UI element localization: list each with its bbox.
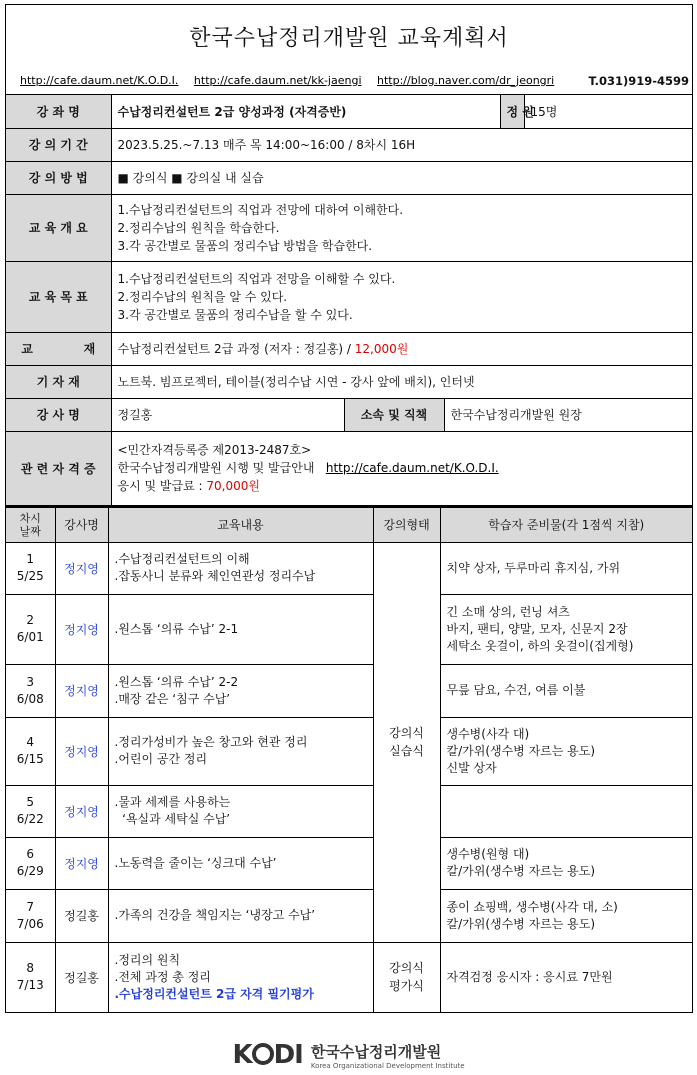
equipment-value: 노트북. 빔프로젝터, 테이블(정리수납 시연 - 강사 앞에 배치), 인터넷 [111,365,692,398]
overview-value [111,194,692,261]
session-cell [6,594,55,664]
certificate-value [111,431,692,505]
teacher-cell: 정지영 [55,542,108,594]
content-line: .원스톱 ‘의류 수납’ 2-2 [114,674,239,689]
goal-line: 1.수납정리컨설턴트의 직업과 전망을 이해할 수 있다. [117,271,396,286]
session-number: 4 [26,735,35,749]
prep-cell [440,717,692,785]
cert-link[interactable]: http://cafe.daum.net/K.O.D.I. [325,461,499,475]
instructor-value: 정길홍 [111,398,344,431]
content-highlight: .수납정리컨설턴트 2급 자격 필기평가 [114,986,314,1001]
goal-label: 교 육 목 표 [6,261,111,332]
affiliation-value: 한국수납정리개발원 원장 [444,398,692,431]
cert-fee-line [118,477,687,495]
org-name-kr: 한국수납정리개발원 [310,1042,442,1061]
cert-fee-label: 응시 및 발급료 : [117,479,207,493]
overview-line: 2.정리수납의 원칙을 학습한다. [117,220,280,235]
goal-line: 3.각 공간별로 물품의 정리수납을 할 수 있다. [117,307,353,322]
content-line: .잡동사니 분류와 체인연관성 정리수납 [114,569,316,583]
org-name-en: Korea Organizational Development Institute [310,1061,465,1070]
schedule-table [6,506,692,1013]
session-date: 6/15 [16,752,44,766]
schedule-row [6,717,692,785]
content-cell [108,594,373,664]
form-cell-main: 강의식 실습식 [373,542,440,942]
prep-line: 종이 쇼핑백, 생수병(사각 대, 소) [446,899,618,914]
teacher-cell: 정지영 [55,717,108,785]
material-label [6,332,111,365]
content-line: .전체 과정 총 정리 [114,969,211,984]
session-cell [6,889,55,942]
capacity-value: 15명 [524,95,692,128]
kodi-logo [232,1040,464,1070]
content-line: .매장 같은 ‘침구 수납’ [114,691,231,706]
course-name: 수납정리컨설턴트 2급 양성과정 (자격증반) [111,95,500,128]
prep-line: 칼/가위(생수병 자르는 용도) [446,916,596,931]
material-value [111,332,692,365]
prep-line: 자격검정 응시자 : 응시료 7만원 [446,969,613,984]
content-line: .어린이 공간 정리 [114,752,208,766]
logo-o-icon [252,1043,274,1065]
content-line: .정리가성비가 높은 창고와 현관 정리 [114,735,308,749]
session-date-header: 차시 날짜 [6,507,55,543]
content-cell [108,785,373,837]
prep-line: 생수병(사각 대) [446,726,530,741]
kodi-logo-mark: K DI [232,1040,303,1070]
session-date: 6/22 [16,812,44,826]
prep-cell [440,664,692,717]
prep-cell [440,889,692,942]
overview-label: 교 육 개 요 [6,194,111,261]
content-line: .수납정리컨설턴트의 이해 [114,552,250,566]
teacher-cell: 정지영 [55,664,108,717]
content-line: .정리의 원칙 [114,952,181,967]
prep-header: 학습자 준비물(각 1점씩 지참) [440,507,692,543]
session-date: 6/29 [16,864,44,878]
prep-line: 칼/가위(생수병 자르는 용도) [446,743,596,758]
cafe-link-kodi[interactable]: http://cafe.daum.net/K.O.D.I. [20,74,179,87]
schedule-row [6,785,692,837]
prep-line: 치약 상자, 두루마리 휴지심, 가위 [446,560,621,575]
goal-line: 2.정리수납의 원칙을 알 수 있다. [117,289,288,304]
equipment-label: 기 자 재 [6,365,111,398]
prep-line: 바지, 팬티, 양말, 모자, 신문지 2장 [446,621,628,636]
content-line: .가족의 건강을 책임지는 ‘냉장고 수납’ [114,908,316,922]
overview-line: 1.수납정리컨설턴트의 직업과 전망에 대하여 이해한다. [117,202,404,217]
session-cell [6,542,55,594]
content-cell [108,664,373,717]
cert-fee: 70,000원 [206,479,260,493]
method-label: 강 의 방 법 [6,161,111,194]
schedule-row [6,837,692,889]
session-cell [6,664,55,717]
capacity-label: 정 원 [500,95,524,128]
session-date: 7/13 [16,978,44,993]
document-header [6,5,692,95]
education-plan-document [5,4,693,1013]
session-date: 7/06 [16,916,44,931]
prep-line: 긴 소매 상의, 런닝 셔츠 [446,604,570,619]
session-number: 8 [26,961,35,976]
content-line: .노동력을 줄이는 ‘싱크대 수납’ [114,855,277,870]
prep-cell [440,837,692,889]
prep-cell [440,594,692,664]
prep-line: 세탁소 옷걸이, 하의 옷걸이(집게형) [446,638,634,653]
session-number: 3 [26,674,35,689]
certificate-label: 관 련 자 격 증 [6,431,111,505]
content-cell [108,942,373,1012]
cert-info-text: 한국수납정리개발원 시행 및 발급안내 [117,461,315,475]
material-label-text: 교 재 [21,342,96,356]
period-value: 2023.5.25.~7.13 매주 목 14:00~16:00 / 8차시 16H [111,128,692,161]
blog-link[interactable]: http://blog.naver.com/dr_jeongri [377,74,555,87]
content-line: .물과 세제를 사용하는 [114,795,231,809]
overview-line: 3.각 공간별로 물품의 정리수납 방법을 학습한다. [117,238,373,253]
content-line: ‘욕실과 세탁실 수납’ [114,812,231,826]
content-cell [108,717,373,785]
content-cell [108,889,373,942]
session-number: 2 [26,613,35,627]
teacher-cell: 정지영 [55,837,108,889]
material-text: 수납정리컨설턴트 2급 과정 (저자 : 정길홍) / [117,342,355,356]
teacher-cell: 정길홍 [55,942,108,1012]
form-header: 강의형태 [373,507,440,543]
form-cell-final: 강의식 평가식 [373,942,440,1012]
schedule-row [6,664,692,717]
session-cell [6,785,55,837]
teacher-header: 강사명 [55,507,108,543]
prep-line: 무릎 담요, 수건, 여름 이불 [446,683,586,697]
prep-cell [440,542,692,594]
schedule-row [6,889,692,942]
course-info-table [6,95,692,506]
instructor-label: 강 사 명 [6,398,111,431]
period-label: 강 의 기 간 [6,128,111,161]
prep-line: 칼/가위(생수병 자르는 용도) [446,864,596,878]
logo-text [311,1041,465,1070]
session-date: 5/25 [16,569,44,583]
teacher-cell: 정길홍 [55,889,108,942]
document-title: 한국수납정리개발원 교육계획서 [189,26,509,51]
session-date: 6/01 [16,630,44,644]
material-price: 12,000원 [354,342,409,356]
content-line: .원스톱 ‘의류 수납’ 2-1 [114,621,239,636]
prep-line: 생수병(원형 대) [446,847,530,861]
session-cell [6,717,55,785]
method-value: ■ 강의식 ■ 강의실 내 실습 [111,161,692,194]
session-number: 1 [26,552,35,566]
schedule-row [6,594,692,664]
prep-cell [440,785,692,837]
affiliation-label: 소속 및 직책 [344,398,444,431]
schedule-row [6,942,692,1012]
cert-info-line [118,459,687,477]
content-cell [108,542,373,594]
session-cell [6,942,55,1012]
content-header: 교육내용 [108,507,373,543]
prep-cell [440,942,692,1012]
course-name-label: 강 좌 명 [6,95,111,128]
prep-line: 신발 상자 [446,760,497,775]
content-cell [108,837,373,889]
session-number: 6 [26,847,35,861]
session-date: 6/08 [16,691,44,706]
cert-registration: <민간자격등록증 제2013-2487호> [117,443,312,457]
schedule-row [6,542,692,594]
session-cell [6,837,55,889]
footer [0,1040,697,1074]
teacher-cell: 정지영 [55,594,108,664]
session-number: 7 [26,899,35,914]
teacher-cell: 정지영 [55,785,108,837]
session-number: 5 [26,795,35,809]
cafe-link-kk-jaengi[interactable]: http://cafe.daum.net/kk-jaengi [193,74,362,87]
phone-number: T.031)919-4599 [588,74,689,88]
goal-value [111,261,692,332]
